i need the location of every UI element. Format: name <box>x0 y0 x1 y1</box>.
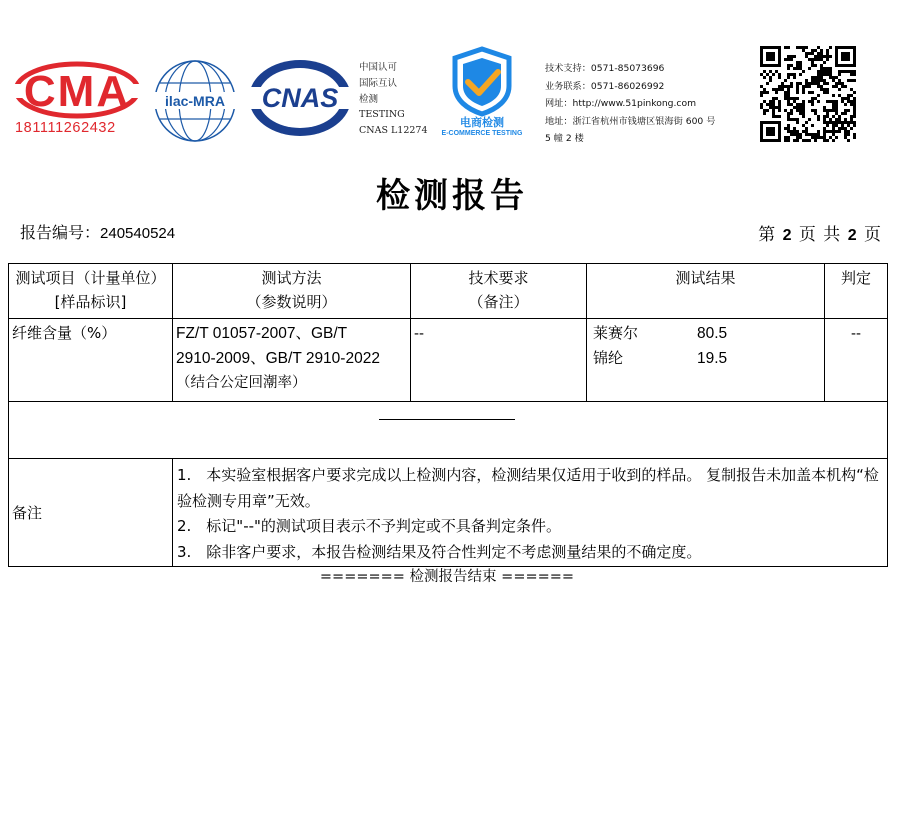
header-text: （参数说明） <box>246 293 337 311</box>
table-row <box>9 319 888 402</box>
remarks-content <box>173 459 888 567</box>
svg-text:ilac-MRA: ilac-MRA <box>165 93 225 109</box>
method-note: （结合公定回潮率） <box>176 375 307 391</box>
cell-test-item: 纤维含量（%） <box>9 319 173 402</box>
fiber-percentage: 80.5 <box>697 325 728 342</box>
remarks-label: 备注 <box>9 459 173 567</box>
header-text: （备注） <box>468 293 529 311</box>
accreditation-text <box>359 60 428 139</box>
svg-text:E-COMMERCE TESTING: E-COMMERCE TESTING <box>441 130 523 136</box>
cell-test-method <box>173 319 411 402</box>
remark-item: 1. 本实验室根据客户要求完成以上检测内容，检测结果仅适用于收到的样品。 复制报告未加盖本机构“检验检测专用章”无效。 <box>177 466 879 510</box>
header-judgement <box>825 264 888 319</box>
page-current: 2 <box>782 227 793 244</box>
header-result <box>587 264 825 319</box>
blank-row <box>9 402 888 459</box>
page-mid: 页 共 <box>798 225 842 245</box>
cert-line: CNAS L12274 <box>359 125 428 137</box>
fiber-percentage: 19.5 <box>697 350 728 367</box>
cert-line: TESTING <box>359 109 405 121</box>
ilac-mra-logo <box>152 58 238 144</box>
header-requirement <box>411 264 587 319</box>
cell-result <box>587 319 825 402</box>
page-total: 2 <box>847 227 858 244</box>
page-prefix: 第 <box>758 225 777 245</box>
remark-item: 3. 除非客户要求，本报告检测结果及符合性判定不考虑测量结果的不确定度。 <box>177 542 702 561</box>
contact-info <box>545 60 750 148</box>
cma-certificate-number: 181111262432 <box>15 120 116 136</box>
test-results-table <box>8 263 888 567</box>
header-test-method <box>173 264 411 319</box>
qr-code <box>760 46 856 142</box>
header-test-item <box>9 264 173 319</box>
website: 网址：http://www.51pinkong.com <box>545 98 697 110</box>
page-indicator <box>758 220 882 245</box>
address-line: 5 幢 2 楼 <box>545 133 584 145</box>
report-number-value: 240540524 <box>100 225 176 242</box>
cell-requirement: -- <box>411 319 587 402</box>
header-text: 测试方法 <box>261 269 322 287</box>
header-text: 技术要求 <box>468 269 529 287</box>
header-text: 测试结果 <box>675 269 736 287</box>
page-suffix: 页 <box>864 225 882 245</box>
header-text: 判定 <box>840 269 871 287</box>
remarks-row <box>9 459 888 567</box>
cert-line: 中国认可 <box>359 62 398 73</box>
report-title: 检测报告 <box>376 176 528 216</box>
svg-text:CMA: CMA <box>23 67 131 116</box>
tech-support-phone: 技术支持：0571-85073696 <box>545 63 665 74</box>
address-line: 地址：浙江省杭州市钱塘区银海街 600 号 <box>545 115 716 127</box>
table-header-row <box>9 264 888 319</box>
fiber-name: 莱赛尔 <box>593 324 639 342</box>
report-number-label: 报告编号： <box>20 223 101 242</box>
result-entry <box>593 321 824 346</box>
cnas-logo <box>247 58 353 138</box>
fiber-name: 锦纶 <box>593 349 624 367</box>
report-end-marker: ======= 检测报告结束 ====== <box>319 569 575 585</box>
svg-text:电商检测: 电商检测 <box>460 116 504 129</box>
cell-judgement: -- <box>825 319 888 402</box>
report-number <box>20 220 175 243</box>
blank-cell <box>9 402 888 459</box>
header-text: 测试项目（计量单位） <box>15 269 166 287</box>
method-text: FZ/T 01057-2007、GB/T <box>176 325 348 342</box>
ecommerce-testing-shield-icon <box>437 46 527 136</box>
cert-line: 国际互认 <box>359 77 398 89</box>
method-text: 2910-2009、GB/T 2910-2022 <box>176 350 380 367</box>
cert-line: 检测 <box>359 93 379 105</box>
remark-item: 2. 标记"--"的测试项目表示不予判定或不具备判定条件。 <box>177 517 561 535</box>
header-text: [样品标识] <box>54 293 127 311</box>
business-phone: 业务联系：0571-86026992 <box>545 80 665 92</box>
result-entry <box>593 346 824 371</box>
separator-line <box>379 419 515 420</box>
svg-text:CNAS: CNAS <box>261 83 339 113</box>
